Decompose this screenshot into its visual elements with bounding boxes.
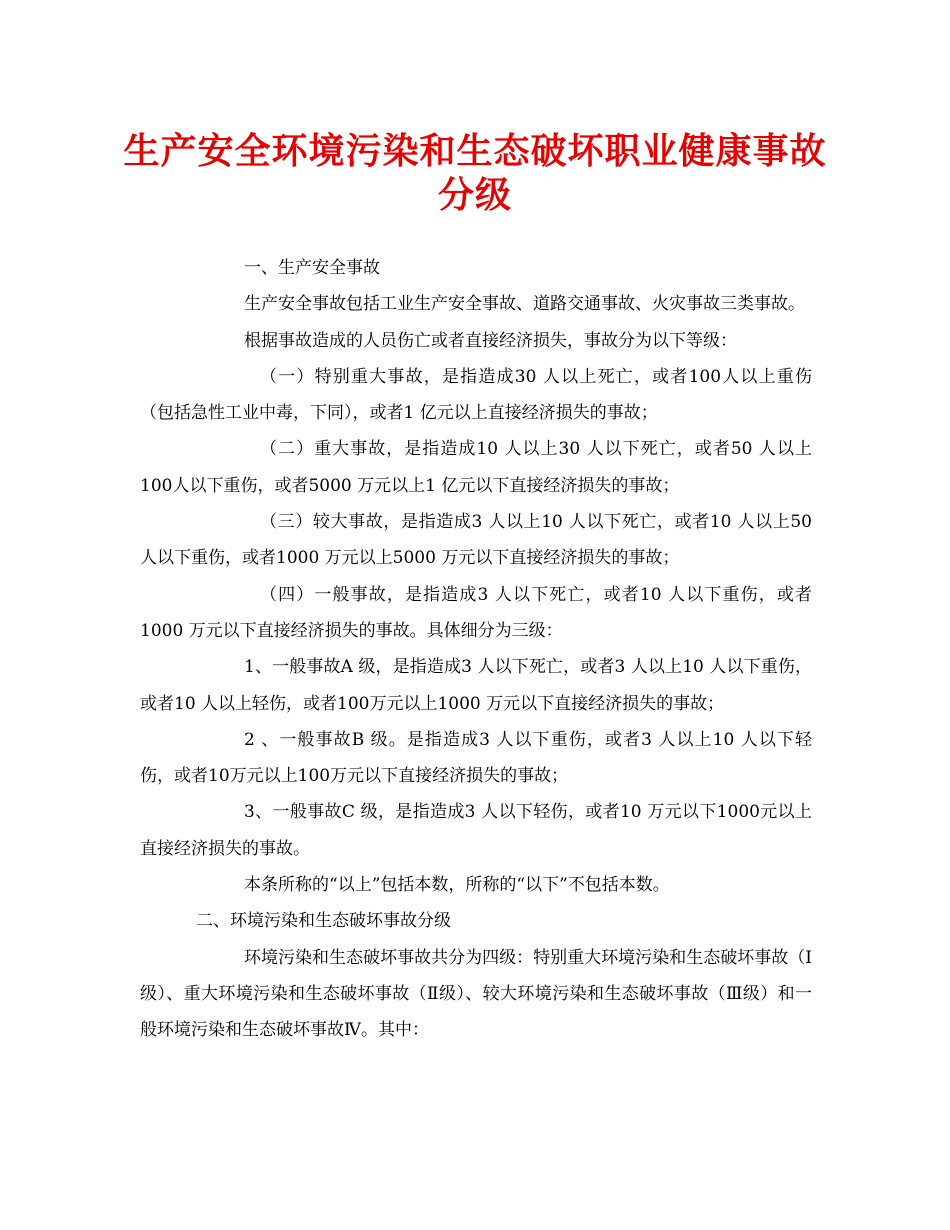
paragraph-level-1: （一）特别重大事故，是指造成30 人以上死亡，或者100人以上重伤（包括急性工业中毒，下同），或者1 亿元以上直接经济损失的事故；	[140, 366, 812, 424]
paragraph-level-3: （三）较大事故，是指造成3 人以上10 人以下死亡，或者10 人以上50 人以下重伤，或者1000 万元以上5000 万元以下直接经济损失的事故；	[140, 512, 812, 569]
paragraph: 生产安全事故包括工业生产安全事故、道路交通事故、火灾事故三类事故。	[244, 294, 805, 315]
section-heading-1: 一、生产安全事故	[244, 258, 380, 278]
paragraph-level-4: （四）一般事故，是指造成3 人以下死亡，或者10 人以下重伤，或者1000 万元以下直接经济损失的事故。具体细分为三级：	[140, 584, 812, 641]
paragraph: 根据事故造成的人员伤亡或者直接经济损失，事故分为以下等级：	[244, 330, 737, 351]
paragraph-level-2: （二）重大事故，是指造成10 人以上30 人以下死亡，或者50 人以上100人以下重伤，或者5000 万元以上1 亿元以下直接经济损失的事故；	[140, 439, 812, 496]
paragraph-grade-b: 2 、一般事故B 级。是指造成3 人以下重伤，或者3 人以上10 人以下轻伤，或者10万元以上100万元以下直接经济损失的事故；	[140, 729, 812, 787]
paragraph-grade-c: 3、一般事故C 级，是指造成3 人以下轻伤，或者10 万元以下1000元以上直接经济损失的事故。	[140, 802, 812, 859]
document-title-line-1: 生产安全环境污染和生态破坏职业健康事故	[123, 131, 827, 172]
document-title-line-2: 分级	[437, 175, 512, 216]
paragraph: 环境污染和生态破坏事故共分为四级：特别重大环境污染和生态破坏事故（Ⅰ级）、重大环境污染和生态破坏事故（Ⅱ级）、较大环境污染和生态破坏事故（Ⅲ级）和一般环境污染和生态破坏事故Ⅳ。其中：	[140, 947, 812, 1041]
document-body	[140, 250, 812, 1049]
paragraph-grade-a: 1、一般事故A 级，是指造成3 人以下死亡，或者3 人以上10 人以下重伤，或者10 人以上轻伤，或者100万元以上1000 万元以下直接经济损失的事故；	[140, 657, 812, 714]
paragraph-note: 本条所称的“以上”包括本数，所称的“以下”不包括本数。	[244, 875, 670, 896]
section-heading-2: 二、环境污染和生态破坏事故分级	[196, 911, 451, 932]
